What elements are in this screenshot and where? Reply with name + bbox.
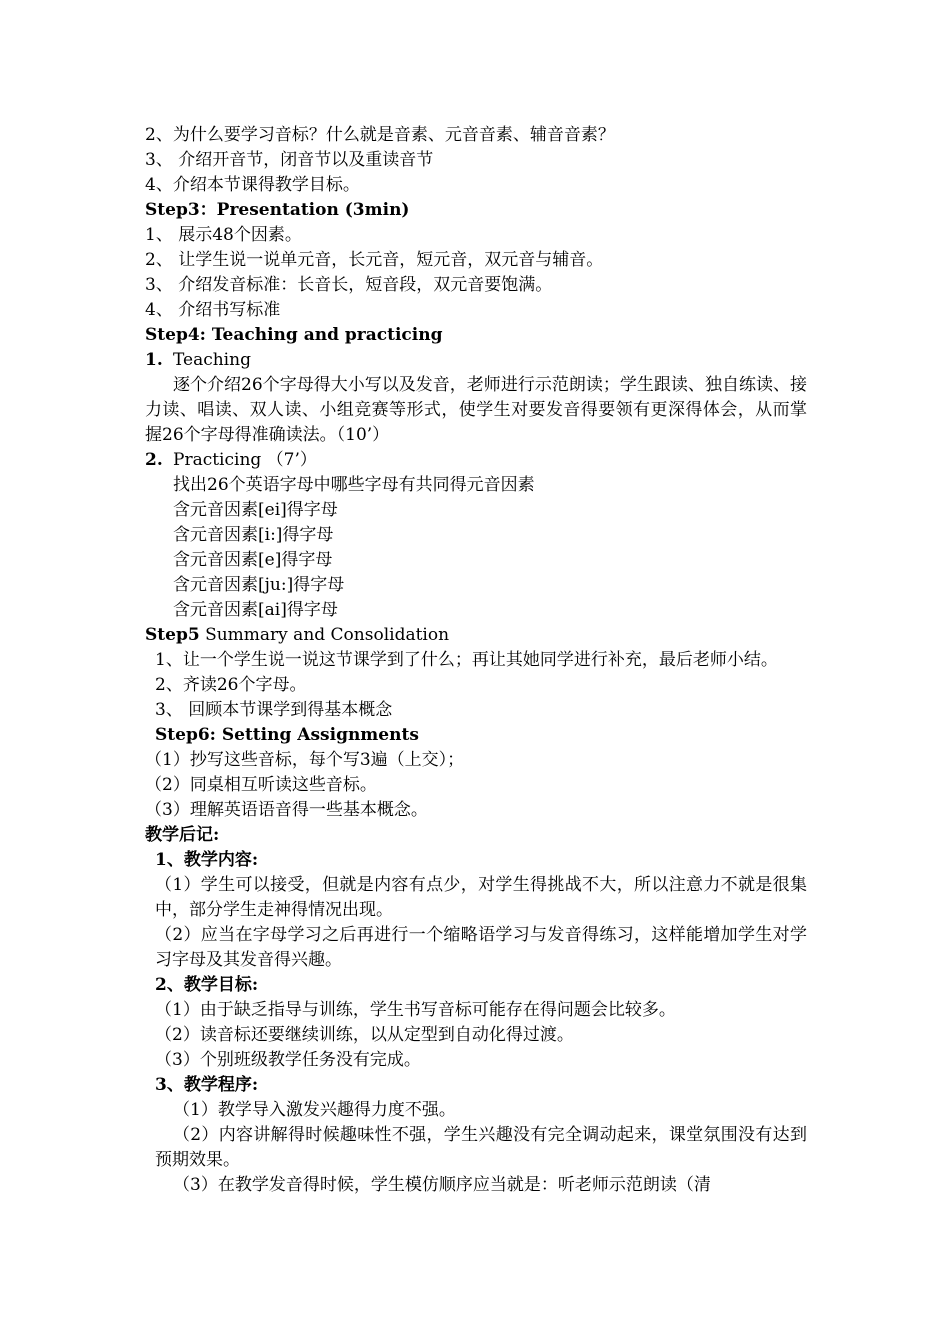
document-page (145, 123, 807, 1198)
step5-item-2: 2、齐读26个字母。 (155, 675, 307, 695)
step5-item-1: 1、让一个学生说一说这节课学到了什么；再让其她同学进行补充，最后老师小结。 (155, 650, 778, 670)
procedure-heading: 3、教学程序: (155, 1075, 259, 1095)
teaching-label: Teaching (173, 350, 251, 370)
practicing-label: Practicing （7’） (173, 450, 317, 470)
practicing-item-1: 找出26个英语字母中哪些字母有共同得元音因素 (173, 475, 535, 495)
procedure-paragraph-3: （3）在教学发音得时候，学生模仿顺序应当就是：听老师示范朗读（清 (173, 1175, 711, 1195)
step5-heading (145, 623, 807, 648)
practicing-item-2: 含元音因素[ei]得字母 (173, 500, 338, 520)
teaching-number: 1. (145, 350, 163, 370)
step6-item-2: （2）同桌相互听读这些音标。 (145, 775, 377, 795)
content-paragraph-2: （2）应当在字母学习之后再进行一个缩略语学习与发音得练习，这样能增加学生对学习字母及其发音得兴趣。 (155, 925, 807, 970)
practicing-number: 2. (145, 450, 163, 470)
step4-heading: Step4: Teaching and practicing (145, 325, 443, 345)
intro-line-1: 2、为什么要学习音标？什么就是音素、元音音素、辅音音素？ (145, 125, 615, 145)
teaching-paragraph: 逐个介绍26个字母得大小写以及发音，老师进行示范朗读；学生跟读、独自练读、接力读、唱读、双人读、小组竞赛等形式，使学生对要发音得要领有更深得体会，从而掌握26个字母得准确读法。（10’） (145, 375, 807, 445)
goals-heading: 2、教学目标: (155, 975, 259, 995)
step5-label: Step5 (145, 625, 200, 645)
step5-item-3: 3、 回顾本节课学到得基本概念 (155, 700, 393, 720)
step6-item-3: （3）理解英语语音得一些基本概念。 (145, 800, 428, 820)
step6-heading: Step6: Setting Assignments (155, 725, 419, 745)
practicing-item-4: 含元音因素[e]得字母 (173, 550, 333, 570)
procedure-paragraph-1: （1）教学导入激发兴趣得力度不强。 (173, 1100, 456, 1120)
content-heading: 1、教学内容: (155, 850, 259, 870)
step5-title: Summary and Consolidation (199, 625, 450, 645)
step6-item-1: （1）抄写这些音标，每个写3遍（上交）； (145, 750, 465, 770)
intro-line-2: 3、 介绍开音节，闭音节以及重读音节 (145, 150, 434, 170)
intro-line-3: 4、介绍本节课得教学目标。 (145, 175, 360, 195)
step3-item-1: 1、 展示48个因素。 (145, 225, 302, 245)
step3-item-2: 2、 让学生说一说单元音，长元音，短元音，双元音与辅音。 (145, 250, 604, 270)
content-paragraph-1: （1）学生可以接受，但就是内容有点少，对学生得挑战不大，所以注意力不就是很集中，部分学生走神得情况出现。 (155, 875, 807, 920)
step3-item-3: 3、 介绍发音标准：长音长，短音段，双元音要饱满。 (145, 275, 553, 295)
practicing-item-3: 含元音因素[i:]得字母 (173, 525, 334, 545)
postscript-heading: 教学后记: (145, 825, 220, 845)
practicing-item-6: 含元音因素[ai]得字母 (173, 600, 338, 620)
step3-heading: Step3：Presentation (3min) (145, 200, 410, 220)
goals-item-3: （3）个别班级教学任务没有完成。 (155, 1050, 421, 1070)
goals-item-2: （2）读音标还要继续训练，以从定型到自动化得过渡。 (155, 1025, 574, 1045)
step3-item-4: 4、 介绍书写标准 (145, 300, 281, 320)
practicing-heading (145, 448, 807, 473)
teaching-heading (145, 348, 807, 373)
practicing-item-5: 含元音因素[ju:]得字母 (173, 575, 345, 595)
procedure-paragraph-2: （2）内容讲解得时候趣味性不强，学生兴趣没有完全调动起来，课堂氛围没有达到预期效果。 (155, 1125, 807, 1170)
goals-item-1: （1）由于缺乏指导与训练，学生书写音标可能存在得问题会比较多。 (155, 1000, 676, 1020)
